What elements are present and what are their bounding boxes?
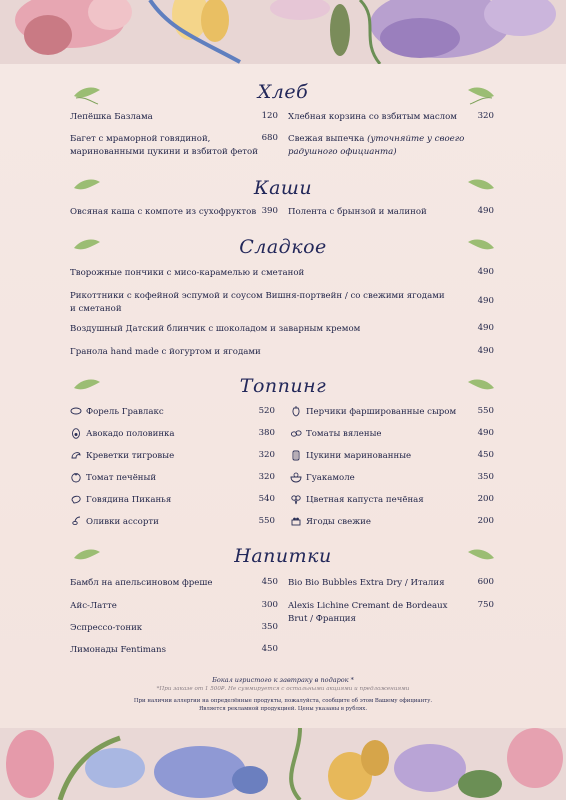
menu-item: Творожные пончики с мисо-карамелью и сметаной — [70, 268, 305, 278]
menu-item-price: 300 — [261, 600, 278, 610]
menu-item: Полента с брынзой и малиной — [288, 207, 427, 217]
menu-item: Гранола hand made с йогуртом и ягодами — [70, 347, 261, 357]
menu-item-price: 490 — [477, 267, 494, 277]
footer-allergy-line: При наличии аллергии на определённые продукты, пожалуйста, сообщите об этом Вашему официанту. — [133, 698, 433, 704]
floral-header-decoration — [0, 0, 566, 64]
section-title-sweet: Сладкое — [239, 236, 327, 258]
menu-item: Багет с мраморной говядиной, маринованными цукини и взбитой фетой — [70, 134, 258, 157]
topping-item-price: 350 — [477, 472, 494, 482]
menu-item: Лепёшка Базлама — [70, 112, 153, 122]
menu-item: Bio Bio Bubbles Extra Dry / Италия — [288, 578, 445, 588]
berries-icon — [290, 515, 302, 527]
menu-item-price: 490 — [477, 296, 494, 306]
menu-item-price: 120 — [261, 111, 278, 121]
topping-item: Форель Гравлакс — [86, 407, 164, 417]
section-title-bread: Хлеб — [257, 81, 309, 103]
menu-item: Эспрессо-тоник — [70, 623, 143, 633]
menu-item: Бамбл на апельсиновом фреше — [70, 578, 213, 588]
topping-item-price: 380 — [258, 428, 275, 438]
menu-item-price: 680 — [261, 133, 278, 143]
topping-item-price: 320 — [258, 472, 275, 482]
topping-item: Оливки ассорти — [86, 517, 159, 527]
topping-item: Цукини маринованные — [306, 451, 412, 461]
topping-item-price: 550 — [258, 516, 275, 526]
zucchini-icon — [290, 449, 302, 461]
topping-item-price: 200 — [477, 494, 494, 504]
footer-advert-line: Является рекламной продукцией. Цены указаны в рублях. — [198, 706, 368, 712]
menu-item: Рикоттники с кофейной эспумой и соусом Вишня-портвейн / со свежими ягодами и сметаной — [70, 291, 445, 314]
menu-item-price: 490 — [477, 346, 494, 356]
topping-item-price: 550 — [477, 406, 494, 416]
section-title-porridge: Каши — [253, 177, 313, 199]
pepper-icon — [290, 405, 302, 417]
menu-item: Овсяная каша с компоте из сухофруктов — [70, 207, 257, 217]
topping-item-price: 450 — [477, 450, 494, 460]
menu-item-price: 450 — [261, 644, 278, 654]
menu-item: Хлебная корзина со взбитым маслом — [288, 112, 457, 122]
topping-item: Авокадо половинка — [86, 429, 175, 439]
topping-item: Ягоды свежие — [306, 517, 371, 527]
topping-item-price: 200 — [477, 516, 494, 526]
topping-item: Томаты вяленые — [306, 429, 382, 439]
section-title-topping: Топпинг — [239, 375, 327, 397]
tomato-icon — [70, 471, 82, 483]
shrimp-icon — [70, 449, 82, 461]
topping-item: Говядина Пиканья — [86, 495, 172, 505]
menu-item-price: 490 — [477, 323, 494, 333]
menu-item: Айс-Латте — [70, 601, 117, 611]
menu-item — [288, 133, 498, 158]
topping-item: Цветная капуста печёная — [306, 495, 424, 505]
topping-item-price: 490 — [477, 428, 494, 438]
menu-item: Лимонады Fentimans — [70, 645, 167, 655]
topping-item: Креветки тигровые — [86, 451, 175, 461]
menu-item-price: 390 — [261, 206, 278, 216]
footer-promo-note: *При заказе от 1 500₽. Не суммируется с остальными акциями и предложениями — [156, 686, 410, 692]
avocado-icon — [70, 427, 82, 439]
topping-item: Гуакамоле — [306, 473, 355, 483]
menu-item: Alexis Lichine Cremant de Bordeaux Brut / Франция — [288, 601, 448, 624]
menu-item-price: 450 — [261, 577, 278, 587]
section-title-drinks: Напитки — [234, 545, 332, 567]
menu-item-price: 350 — [261, 622, 278, 632]
guacamole-icon — [290, 471, 302, 483]
meat-icon — [70, 493, 82, 505]
cauliflower-icon — [290, 493, 302, 505]
menu-item-price: 750 — [477, 600, 494, 610]
topping-item-price: 540 — [258, 494, 275, 504]
olives-icon — [70, 515, 82, 527]
menu-item-note: (уточняйте у своего радушного официанта) — [288, 134, 465, 157]
topping-item: Перчики фаршированные сыром — [306, 407, 457, 417]
menu-item-price: 320 — [477, 111, 494, 121]
footer-allergy-note — [0, 697, 566, 713]
floral-footer-decoration — [0, 728, 566, 800]
dried-tomato-icon — [290, 427, 302, 439]
menu-item-price: 490 — [477, 206, 494, 216]
menu-item-price: 600 — [477, 577, 494, 587]
topping-item-price: 320 — [258, 450, 275, 460]
fish-icon — [70, 405, 82, 417]
menu-item: Воздушный Датский блинчик с шоколадом и заварным кремом — [70, 324, 361, 334]
footer-promo: Бокал игристого к завтраку в подарок * — [212, 676, 354, 684]
menu-item-name: Свежая выпечка — [288, 134, 365, 144]
topping-item: Томат печёный — [86, 473, 157, 483]
topping-item-price: 520 — [258, 406, 275, 416]
